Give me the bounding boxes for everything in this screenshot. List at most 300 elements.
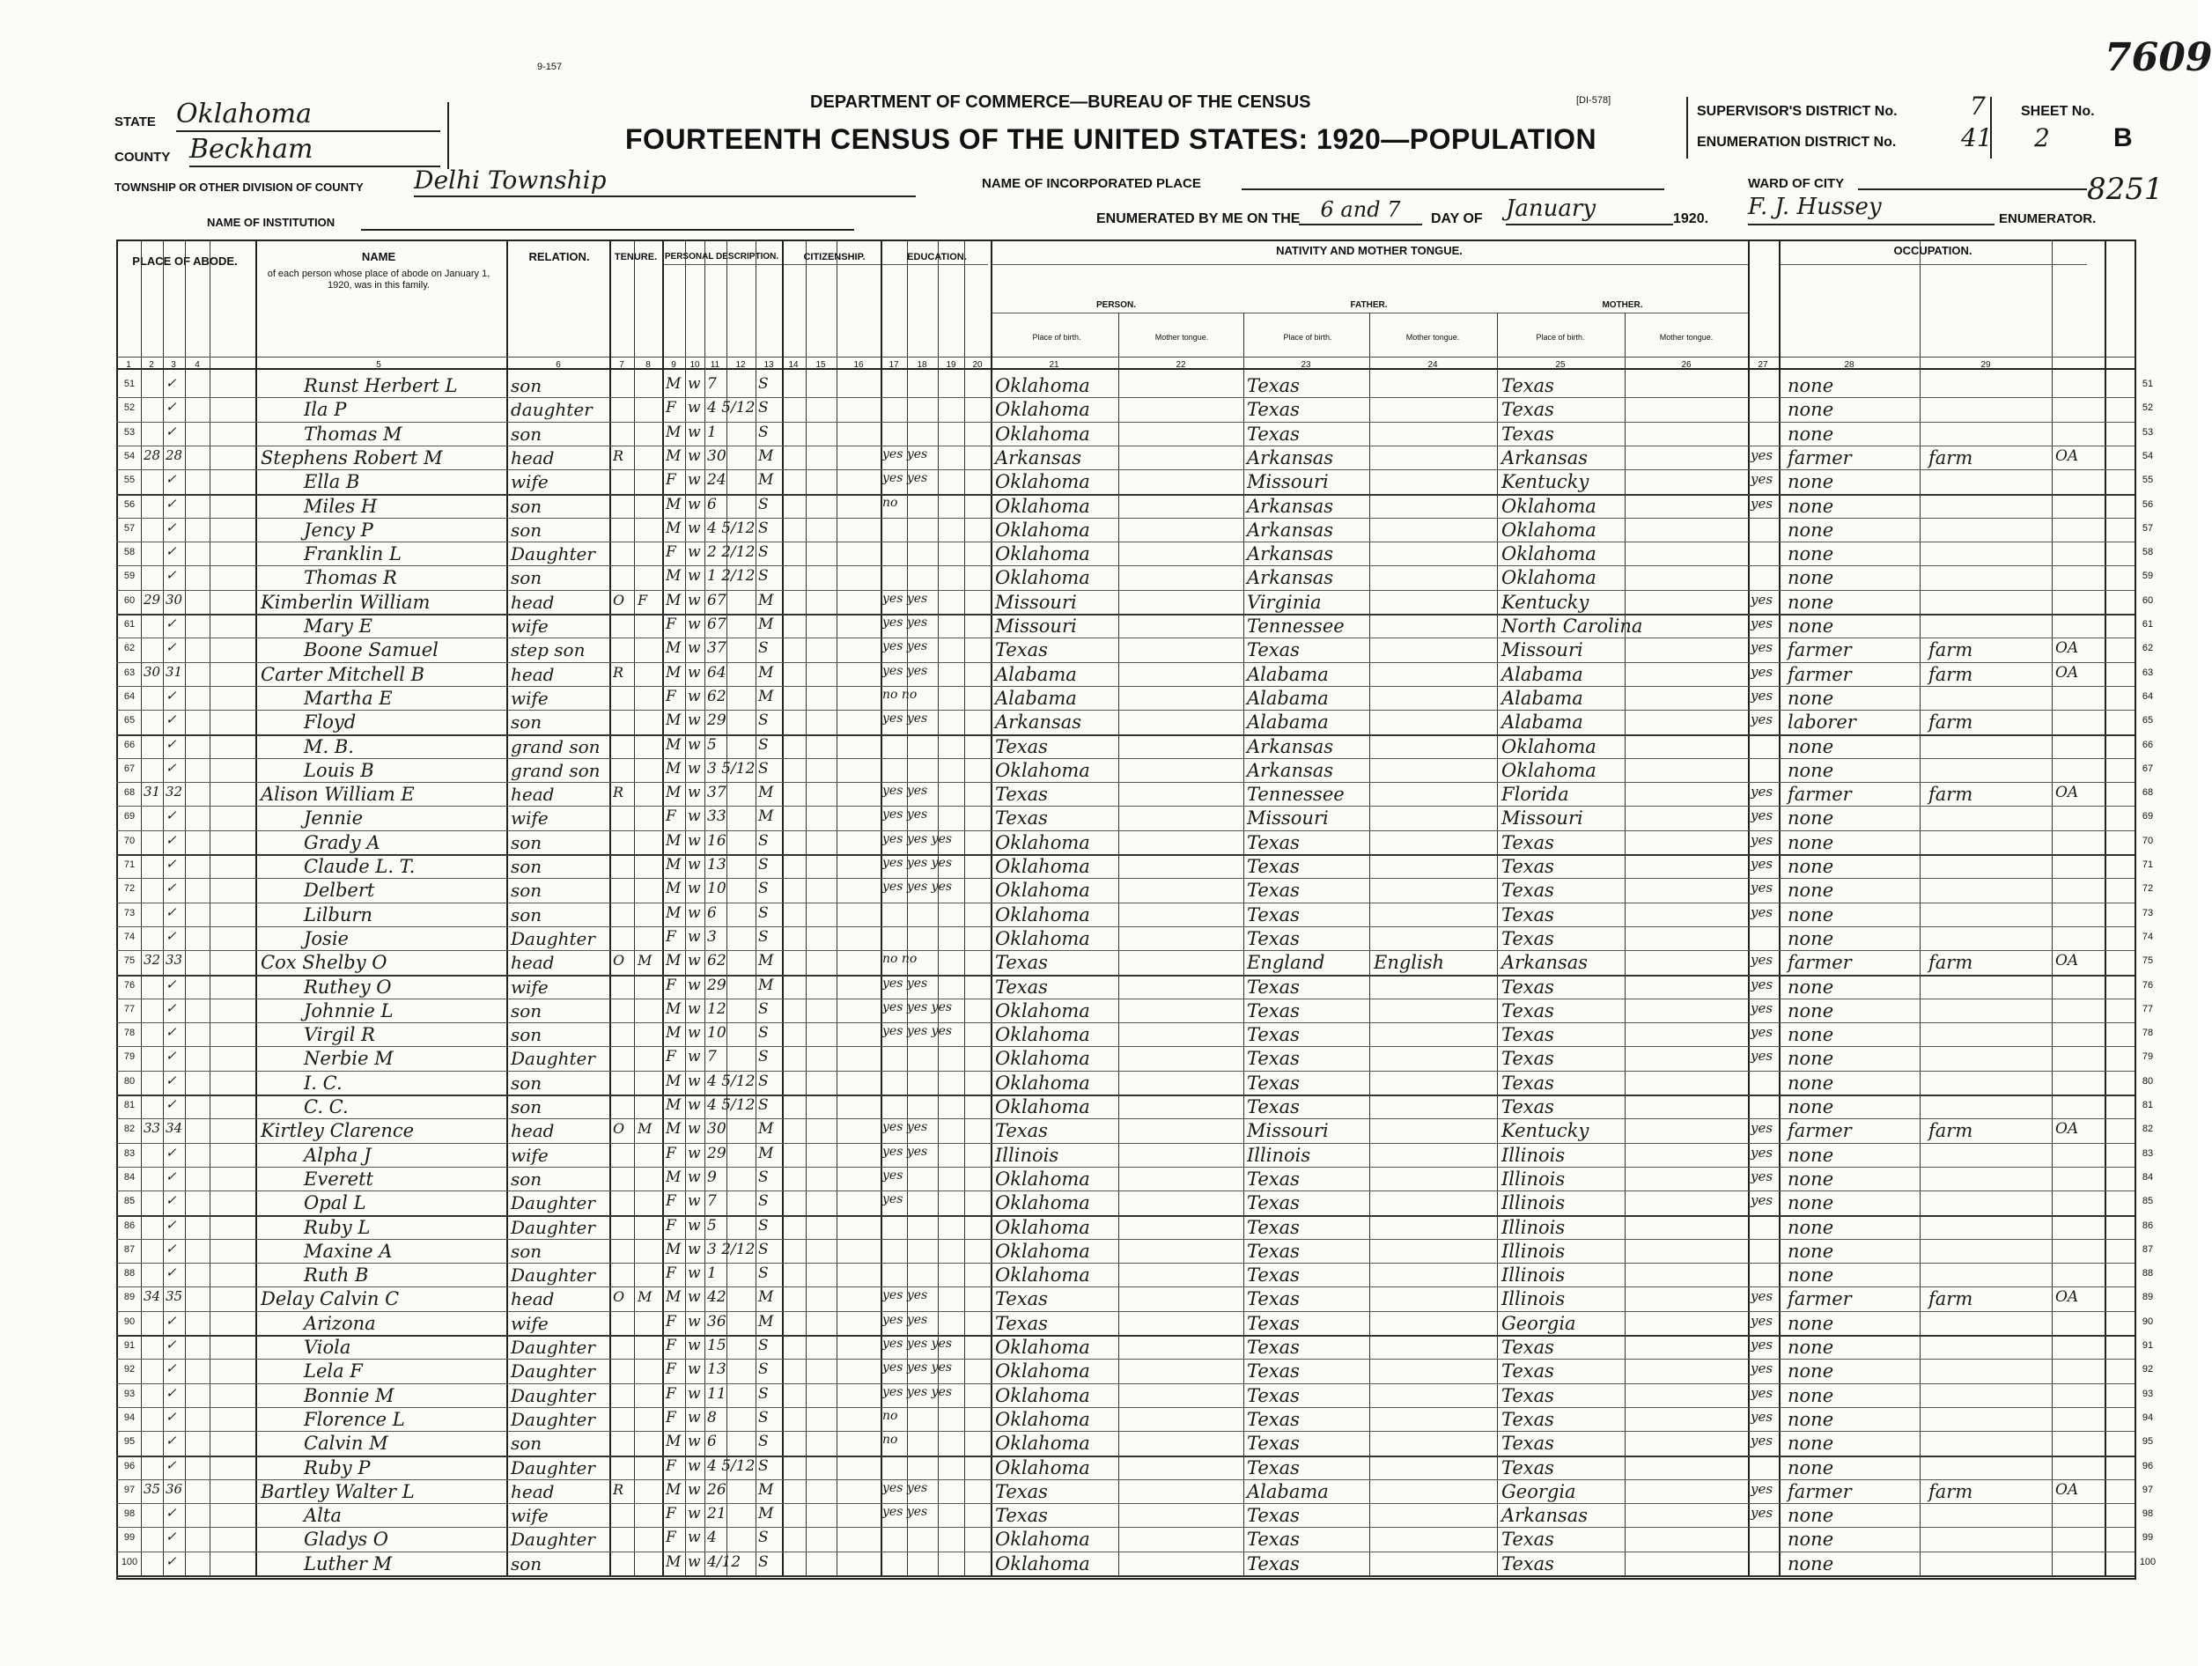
marital-status: S <box>758 1096 769 1114</box>
relation: head <box>511 663 555 685</box>
family-number: 32 <box>166 784 183 800</box>
row-number-right: 95 <box>2142 1436 2154 1448</box>
family-number: ✓ <box>166 616 177 631</box>
father-birthplace: Arkansas <box>1247 543 1334 565</box>
person-name: Lela F <box>304 1360 363 1382</box>
family-number: ✓ <box>166 495 177 512</box>
corner-number: 8251 <box>2087 172 2164 207</box>
row-number: 93 <box>123 1388 136 1399</box>
age: 30 <box>707 446 726 465</box>
row-rule <box>116 1407 2135 1408</box>
mother-birthplace: Texas <box>1501 903 1554 925</box>
column-rule <box>1243 313 1244 1576</box>
mother-birthplace: Texas <box>1501 375 1554 396</box>
mother-birthplace: Texas <box>1501 1529 1554 1551</box>
row-number: 78 <box>123 1028 136 1039</box>
supervisor-value: 7 <box>1970 92 1986 121</box>
relation: wife <box>511 687 549 709</box>
employer-code: OA <box>2055 784 2079 802</box>
sex: M <box>666 831 682 850</box>
marital-status: S <box>758 831 769 850</box>
mother-birthplace: Texas <box>1501 1024 1554 1046</box>
education: yes yes <box>882 1312 928 1327</box>
row-number-right: 96 <box>2142 1460 2154 1471</box>
occupation: none <box>1788 999 1834 1021</box>
person-name: Jency P <box>304 519 373 541</box>
marital-status: M <box>758 663 774 682</box>
row-number-right: 65 <box>2142 715 2154 726</box>
age: 29 <box>707 1144 726 1162</box>
county-label: COUNTY <box>114 150 171 165</box>
row-rule <box>116 710 2135 711</box>
family-number: 35 <box>166 1288 183 1305</box>
marital-status: S <box>758 999 769 1018</box>
row-rule <box>116 397 2135 398</box>
col-father-pob: Place of birth. <box>1283 333 1332 342</box>
age: 4 5/12 <box>707 399 756 417</box>
race: w <box>688 831 701 850</box>
father-birthplace: Texas <box>1247 1072 1300 1094</box>
race: w <box>688 1240 701 1258</box>
age: 9 <box>707 1168 717 1186</box>
race: w <box>688 1529 701 1547</box>
sex: M <box>666 880 682 898</box>
occupation: farmer <box>1788 952 1852 974</box>
father-birthplace: Alabama <box>1247 663 1329 685</box>
speaks-english: yes <box>1751 1024 1773 1041</box>
race: w <box>688 1505 701 1523</box>
birthplace: Oklahoma <box>995 1048 1090 1070</box>
birthplace: Missouri <box>995 616 1077 637</box>
mother-birthplace: Kentucky <box>1501 1120 1589 1142</box>
occupation: farmer <box>1788 639 1852 661</box>
occupation: none <box>1788 1240 1834 1262</box>
row-number-right: 61 <box>2142 619 2154 630</box>
birthplace: Oklahoma <box>995 1168 1090 1190</box>
mother-birthplace: Arkansas <box>1501 952 1589 974</box>
marital-status: S <box>758 1408 769 1426</box>
occupation: none <box>1788 927 1834 949</box>
age: 37 <box>707 639 726 658</box>
sheet-value: 2 <box>2034 123 2050 152</box>
marital-status: M <box>758 1288 774 1307</box>
family-number: ✓ <box>166 1408 177 1425</box>
father-birthplace: Texas <box>1247 1433 1300 1455</box>
person-name: Ruthey O <box>304 976 392 998</box>
row-number-right: 94 <box>2142 1412 2154 1423</box>
age: 4 5/12 <box>707 1072 756 1090</box>
row-rule <box>116 1359 2135 1360</box>
education: yes yes yes <box>882 1360 953 1375</box>
person-name: C. C. <box>304 1096 349 1117</box>
sex: F <box>666 1312 676 1331</box>
row-rule <box>116 1383 2135 1384</box>
family-number: ✓ <box>166 1192 177 1209</box>
age: 11 <box>707 1384 726 1403</box>
relation: son <box>511 999 542 1021</box>
sex: F <box>666 471 676 490</box>
father-birthplace: Texas <box>1247 1264 1300 1286</box>
marital-status: S <box>758 1048 769 1066</box>
enumerator-label: ENUMERATOR. <box>1999 211 2097 226</box>
age: 62 <box>707 952 726 970</box>
row-number: 94 <box>123 1412 136 1423</box>
sex: F <box>666 1337 676 1354</box>
family-number: 36 <box>166 1480 183 1497</box>
marital-status: S <box>758 856 769 874</box>
family-number: ✓ <box>166 1240 177 1257</box>
row-number: 69 <box>123 811 136 822</box>
relation: son <box>511 1096 542 1117</box>
occupation: none <box>1788 616 1834 637</box>
age: 62 <box>707 687 726 705</box>
column-rule <box>662 240 664 1576</box>
father-birthplace: Missouri <box>1247 471 1329 493</box>
father-birthplace: Tennessee <box>1247 784 1345 806</box>
row-number-right: 75 <box>2142 955 2154 967</box>
row-number-right: 92 <box>2142 1364 2154 1375</box>
relation: son <box>511 903 542 925</box>
person-name: Arizona <box>304 1312 376 1334</box>
father-birthplace: Texas <box>1247 399 1300 421</box>
mother-birthplace: Illinois <box>1501 1168 1566 1190</box>
birthplace: Oklahoma <box>995 1072 1090 1094</box>
marital-status: M <box>758 952 774 970</box>
row-number: 61 <box>123 619 136 630</box>
birthplace: Arkansas <box>995 446 1082 468</box>
institution-label: NAME OF INSTITUTION <box>207 216 335 229</box>
row-number: 75 <box>123 955 136 967</box>
row-rule <box>116 1167 2135 1168</box>
column-number: 18 <box>917 360 927 370</box>
birthplace: Texas <box>995 784 1048 806</box>
speaks-english: yes <box>1751 856 1773 872</box>
row-number-right: 71 <box>2142 859 2154 870</box>
col-citizenship: CITIZENSHIP. <box>803 252 866 262</box>
race: w <box>688 1552 701 1571</box>
sex: F <box>666 1192 676 1211</box>
age: 30 <box>707 1120 726 1139</box>
column-rule <box>938 240 939 1576</box>
marital-status: S <box>758 927 769 946</box>
family-number: ✓ <box>166 759 177 776</box>
age: 15 <box>707 1337 726 1354</box>
industry: farm <box>1928 1480 1973 1502</box>
birthplace: Oklahoma <box>995 1337 1090 1358</box>
relation: Daughter <box>511 1216 595 1238</box>
row-number-right: 89 <box>2142 1292 2154 1303</box>
birthplace: Oklahoma <box>995 856 1090 877</box>
birthplace: Oklahoma <box>995 375 1090 396</box>
mother-birthplace: Oklahoma <box>1501 567 1596 589</box>
occupation: farmer <box>1788 663 1852 685</box>
father-birthplace: Texas <box>1247 1048 1300 1070</box>
age: 5 <box>707 1216 717 1235</box>
speaks-english: yes <box>1751 616 1773 631</box>
occupation: none <box>1788 687 1834 709</box>
occupation: none <box>1788 1552 1834 1574</box>
relation: Daughter <box>511 927 595 949</box>
row-number: 53 <box>123 426 136 438</box>
race: w <box>688 1288 701 1307</box>
age: 64 <box>707 663 726 682</box>
speaks-english: yes <box>1751 903 1773 920</box>
family-number: ✓ <box>166 1144 177 1161</box>
family-number: ✓ <box>166 999 177 1016</box>
marital-status: S <box>758 543 769 562</box>
birthplace: Arkansas <box>995 711 1082 733</box>
birthplace: Texas <box>995 1505 1048 1527</box>
family-number: ✓ <box>166 1552 177 1569</box>
birthplace: Oklahoma <box>995 880 1090 902</box>
column-rule <box>964 240 965 1576</box>
occupation: none <box>1788 1192 1834 1214</box>
race: w <box>688 999 701 1018</box>
row-rule <box>116 1239 2135 1240</box>
sex: M <box>666 1096 682 1114</box>
sex: F <box>666 399 676 417</box>
race: w <box>688 1408 701 1426</box>
mother-birthplace: Kentucky <box>1501 471 1589 493</box>
person-name: Kimberlin William <box>261 591 431 613</box>
occupation: none <box>1788 399 1834 421</box>
family-number: ✓ <box>166 375 177 391</box>
father-birthplace: Texas <box>1247 1337 1300 1358</box>
family-number: ✓ <box>166 1048 177 1065</box>
occupation: none <box>1788 495 1834 517</box>
occupation: none <box>1788 976 1834 998</box>
father-birthplace: Texas <box>1247 880 1300 902</box>
father-birthplace: Texas <box>1247 1240 1300 1262</box>
row-number: 54 <box>123 450 136 461</box>
row-rule <box>116 1311 2135 1312</box>
birthplace: Missouri <box>995 591 1077 613</box>
col-mother: MOTHER. <box>1602 300 1643 310</box>
industry: farm <box>1928 1120 1973 1142</box>
father-birthplace: Texas <box>1247 1024 1300 1046</box>
employer-code: OA <box>2055 952 2079 970</box>
age: 10 <box>707 1024 726 1043</box>
sex: M <box>666 1120 682 1139</box>
mother-birthplace: Oklahoma <box>1501 495 1596 517</box>
sex: M <box>666 784 682 802</box>
sex: F <box>666 976 676 994</box>
col-occupation: OCCUPATION. <box>1893 244 1972 257</box>
township-value: Delhi Township <box>414 166 916 197</box>
occupation: none <box>1788 375 1834 396</box>
row-number-right: 60 <box>2142 594 2154 606</box>
sex: M <box>666 735 682 754</box>
person-name: Bonnie M <box>304 1384 394 1406</box>
row-number-right: 93 <box>2142 1388 2154 1399</box>
family-number: 33 <box>166 952 183 969</box>
relation: wife <box>511 1144 549 1166</box>
race: w <box>688 519 701 537</box>
occupation: laborer <box>1788 711 1856 733</box>
father-birthplace: Texas <box>1247 903 1300 925</box>
occupation: none <box>1788 1264 1834 1286</box>
father-birthplace: Texas <box>1247 1168 1300 1190</box>
mother-birthplace: Texas <box>1501 880 1554 902</box>
family-number: ✓ <box>166 1216 177 1233</box>
row-rule <box>116 782 2135 783</box>
colnum-rule <box>116 357 2135 358</box>
sex: M <box>666 663 682 682</box>
employer-code: OA <box>2055 1120 2079 1139</box>
mother-birthplace: Illinois <box>1501 1264 1566 1286</box>
row-number: 87 <box>123 1243 136 1255</box>
relation: Daughter <box>511 1192 595 1214</box>
state-label: STATE <box>114 114 156 129</box>
department-line: DEPARTMENT OF COMMERCE—BUREAU OF THE CENSUS <box>810 92 1311 112</box>
relation: Daughter <box>511 543 595 565</box>
column-number: 20 <box>972 360 983 370</box>
race: w <box>688 423 701 441</box>
sex: M <box>666 519 682 537</box>
sex: F <box>666 1144 676 1162</box>
family-number: 31 <box>166 663 183 680</box>
education: yes yes <box>882 639 928 654</box>
person-name: Bartley Walter L <box>261 1480 415 1502</box>
row-number: 67 <box>123 763 136 774</box>
col-person-tongue: Mother tongue. <box>1154 333 1209 342</box>
speaks-english: yes <box>1751 807 1773 824</box>
row-rule <box>116 518 2135 519</box>
person-name: Thomas M <box>304 423 402 445</box>
occupation: none <box>1788 880 1834 902</box>
owned-mortgaged: M <box>638 952 653 969</box>
age: 37 <box>707 784 726 802</box>
education: yes yes <box>882 711 928 726</box>
row-number-right: 80 <box>2142 1075 2154 1087</box>
row-number-right: 55 <box>2142 475 2154 486</box>
column-rule <box>907 240 908 1576</box>
occupation: none <box>1788 1024 1834 1046</box>
row-rule <box>116 1527 2135 1528</box>
sex: M <box>666 591 682 609</box>
relation: wife <box>511 976 549 998</box>
relation: head <box>511 446 555 468</box>
father-birthplace: Arkansas <box>1247 735 1334 757</box>
person-name: Claude L. T. <box>304 856 416 877</box>
row-number: 74 <box>123 931 136 942</box>
father-birthplace: Texas <box>1247 423 1300 445</box>
father-birthplace: Texas <box>1247 976 1300 998</box>
family-number: ✓ <box>166 1529 177 1545</box>
age: 10 <box>707 880 726 898</box>
race: w <box>688 903 701 922</box>
race: w <box>688 1168 701 1186</box>
age: 4 <box>707 1529 717 1547</box>
age: 6 <box>707 495 717 513</box>
family-number: ✓ <box>166 1264 177 1281</box>
birthplace: Texas <box>995 807 1048 829</box>
column-rule <box>685 240 686 1576</box>
relation: son <box>511 519 542 541</box>
occupation: none <box>1788 1337 1834 1358</box>
mother-birthplace: Illinois <box>1501 1240 1566 1262</box>
family-number: ✓ <box>166 519 177 535</box>
column-number: 27 <box>1758 360 1768 370</box>
father-birthplace: England <box>1247 952 1325 974</box>
industry: farm <box>1928 663 1973 685</box>
sex: F <box>666 1264 676 1283</box>
mother-birthplace: Texas <box>1501 976 1554 998</box>
sex: F <box>666 687 676 705</box>
col-name: NAME <box>361 250 396 263</box>
row-rule <box>116 662 2135 663</box>
row-number: 76 <box>123 979 136 991</box>
row-rule <box>116 469 2135 470</box>
occupation: none <box>1788 1408 1834 1430</box>
education: yes yes <box>882 663 928 678</box>
row-number-right: 87 <box>2142 1243 2154 1255</box>
row-number-right: 90 <box>2142 1316 2154 1327</box>
race: w <box>688 616 701 633</box>
personal-sub-rule <box>662 264 988 265</box>
person-name: Florence L <box>304 1408 405 1430</box>
marital-status: M <box>758 1120 774 1139</box>
family-number: ✓ <box>166 1384 177 1401</box>
speaks-english: yes <box>1751 1312 1773 1329</box>
column-number: 23 <box>1301 360 1311 370</box>
race: w <box>688 1360 701 1379</box>
row-number-right: 51 <box>2142 379 2154 389</box>
ward-line <box>1858 187 2087 190</box>
row-number: 79 <box>123 1051 136 1063</box>
column-number: 12 <box>735 360 746 370</box>
row-number: 58 <box>123 547 136 558</box>
birthplace: Texas <box>995 639 1048 661</box>
marital-status: S <box>758 1216 769 1235</box>
sex: M <box>666 903 682 922</box>
col-father-tongue: Mother tongue. <box>1405 333 1460 342</box>
age: 7 <box>707 1048 717 1066</box>
sex: M <box>666 639 682 658</box>
row-number-right: 91 <box>2142 1340 2154 1351</box>
marital-status: M <box>758 1144 774 1162</box>
person-name: Franklin L <box>304 543 402 565</box>
father-birthplace: Texas <box>1247 999 1300 1021</box>
person-name: Nerbie M <box>304 1048 394 1070</box>
sex: M <box>666 1072 682 1090</box>
race: w <box>688 927 701 946</box>
relation: Daughter <box>511 1456 595 1478</box>
row-number-right: 63 <box>2142 667 2154 678</box>
column-number: 26 <box>1681 360 1692 370</box>
birthplace: Oklahoma <box>995 423 1090 445</box>
enum-district-label: ENUMERATION DISTRICT No. <box>1697 135 1897 150</box>
row-rule <box>116 590 2135 591</box>
row-rule <box>116 1022 2135 1023</box>
home-owned: O <box>613 952 625 969</box>
occupation: none <box>1788 1072 1834 1094</box>
race: w <box>688 543 701 562</box>
family-number: ✓ <box>166 807 177 824</box>
marital-status: S <box>758 903 769 922</box>
father-birthplace: Virginia <box>1247 591 1322 613</box>
row-number: 98 <box>123 1508 136 1520</box>
row-number: 72 <box>123 883 136 895</box>
age: 67 <box>707 616 726 633</box>
col-place-of-abode: PLACE OF ABODE. <box>132 254 238 268</box>
sex: F <box>666 543 676 562</box>
family-number: ✓ <box>166 1456 177 1473</box>
di-number: [DI-578] <box>1576 95 1611 106</box>
employer-code: OA <box>2055 663 2079 682</box>
birthplace: Oklahoma <box>995 1456 1090 1478</box>
speaks-english: yes <box>1751 880 1773 896</box>
